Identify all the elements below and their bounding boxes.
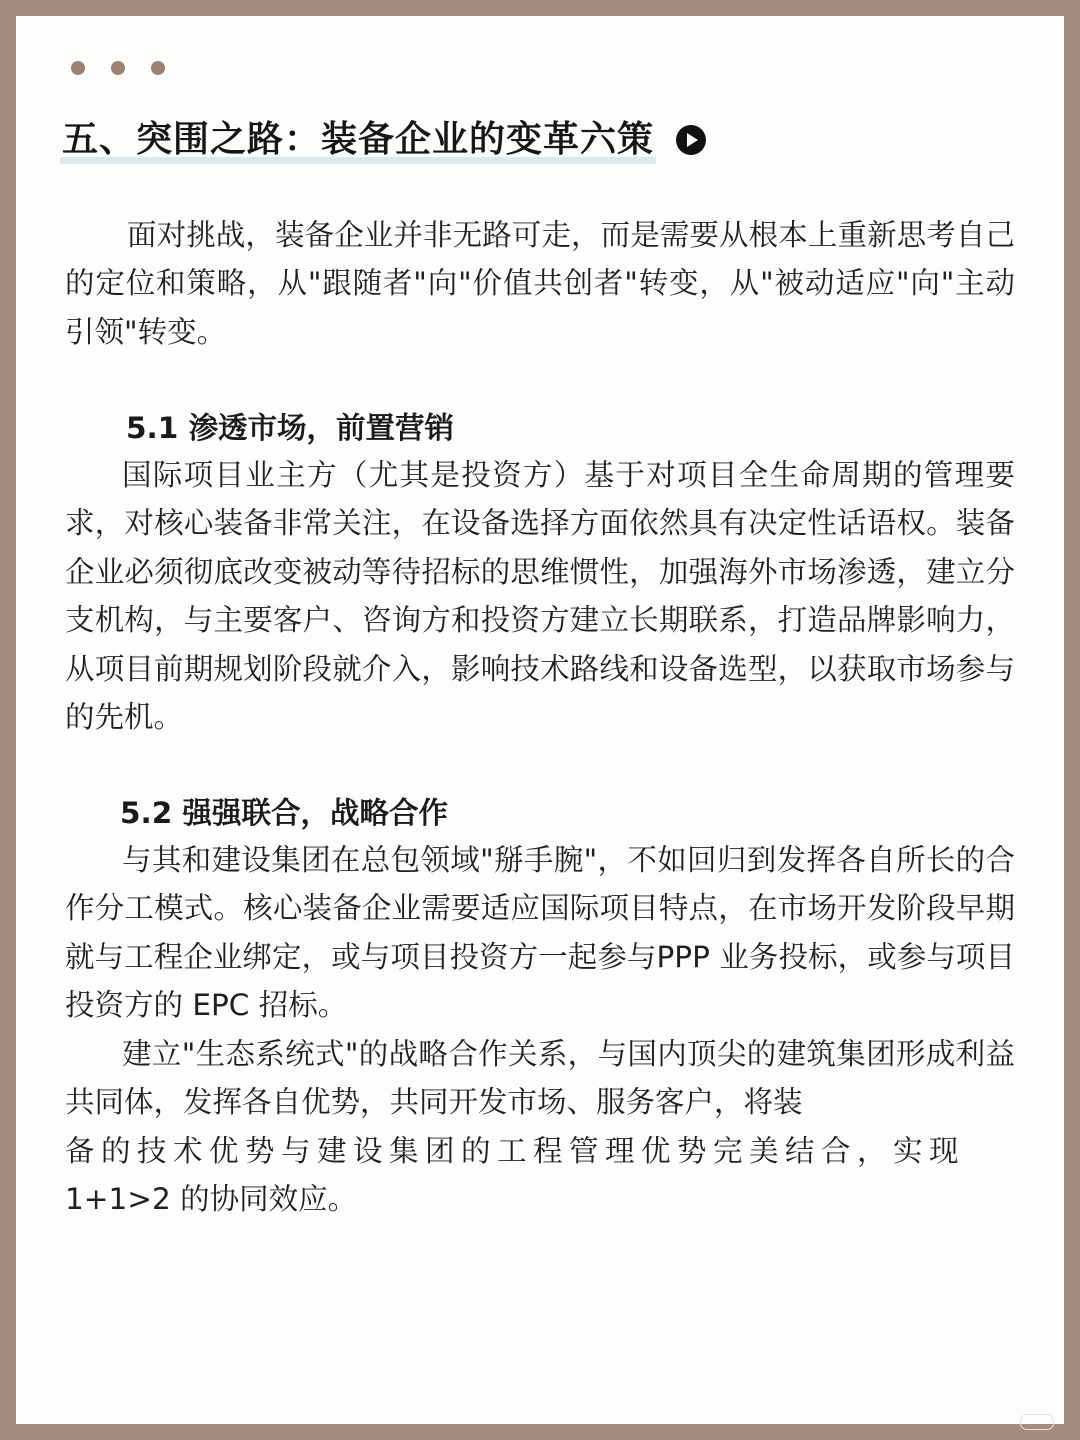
section-1-heading: 5.1 渗透市场，前置营销	[126, 411, 455, 445]
section-2-paragraph-2b: 备的技术优势与建设集团的工程管理优势完美结合，实现	[65, 1134, 966, 1168]
section-1-paragraph: 国际项目业主方（尤其是投资方）基于对项目全生命周期的管理要求，对核心装备非常关注，在设备选择方面依然具有决定性话语权。装备企业必须彻底改变被动等待招标的思维惯性，加强海外市场渗透，建立分支机构，与主要客户、咨询方和投资方建立长期联系，打造品牌影响力，从项目前期规划阶段就介入，影响技术路线和设备选型，以获取市场参与的先机。	[65, 458, 1015, 735]
intro-paragraph: 面对挑战，装备企业并非无路可走，而是需要从根本上重新思考自己的定位和策略，从"跟随者"向"价值共创者"转变，从"被动适应"向"主动引领"转变。	[65, 218, 1015, 349]
section-2-paragraph-2a: 建立"生态系统式"的战略合作关系，与国内顶尖的建筑集团形成利益共同体，发挥各自优势，共同开发市场、服务客户，将装	[65, 1037, 1015, 1120]
dot-1	[71, 61, 85, 75]
watermark-badge	[1020, 1414, 1054, 1430]
section-2-heading: 5.2 强强联合，战略合作	[120, 796, 449, 830]
dot-2	[111, 61, 125, 75]
section-2-paragraph-1: 与其和建设集团在总包领域"掰手腕"，不如回归到发挥各自所长的合作分工模式。核心装备企业需要适应国际项目特点，在市场开发阶段早期就与工程企业绑定，或与项目投资方一起参与PPP 业务投标，或参与项目投资方的 EPC 招标。	[65, 843, 1015, 1023]
page-heading	[60, 116, 706, 164]
window-dots	[71, 61, 165, 75]
dot-3	[151, 61, 165, 75]
page-title: 五、突围之路：装备企业的变革六策	[60, 116, 656, 164]
play-circle-icon	[676, 125, 706, 155]
section-2-paragraph-2c: 1+1>2 的协同效应。	[65, 1182, 358, 1216]
